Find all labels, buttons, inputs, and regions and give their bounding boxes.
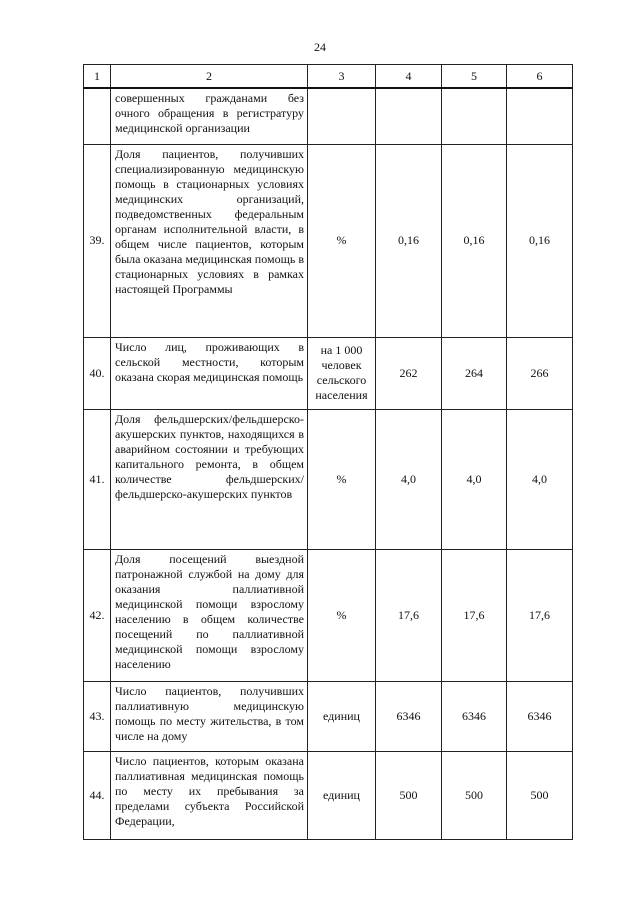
- row-value-4: 17,6: [376, 549, 442, 681]
- row-value-5: [442, 88, 507, 144]
- row-value-5: 17,6: [442, 549, 507, 681]
- table-row: [84, 409, 573, 549]
- table-row: [84, 751, 573, 839]
- row-value-4: 500: [376, 751, 442, 839]
- row-description: Доля посещений выездной патронажной службой на дому для оказания паллиативной медицинской помощи взрослому населению в общем количестве посещений по паллиативной медицинской помощи взрослому населению: [111, 549, 308, 681]
- header-cell: 6: [507, 65, 573, 89]
- row-value-4: 6346: [376, 681, 442, 751]
- row-description: Доля фельдшерских/фельдшерско-акушерских пунктов, находящихся в аварийном состоянии и требующих капитального ремонта, в общем количестве фельдшерских/фельдшерско-акушерских пунктов: [111, 409, 308, 549]
- table-row: [84, 144, 573, 337]
- row-description: Число пациентов, получивших паллиативную медицинскую помощь по месту жительства, в том числе на дому: [111, 681, 308, 751]
- row-description: Число лиц, проживающих в сельской местности, которым оказана скорая медицинская помощь: [111, 337, 308, 409]
- row-value-6: [507, 88, 573, 144]
- row-value-4: 262: [376, 337, 442, 409]
- row-unit: [308, 88, 376, 144]
- row-number: 42.: [84, 549, 111, 681]
- row-value-6: 6346: [507, 681, 573, 751]
- row-value-6: 17,6: [507, 549, 573, 681]
- row-description: совершенных гражданами без очного обращения в регистратуру медицинской организации: [111, 88, 308, 144]
- page-number: 24: [314, 40, 326, 54]
- row-value-5: 4,0: [442, 409, 507, 549]
- row-description: Доля пациентов, получивших специализированную медицинскую помощь в стационарных условиях медицинских организаций, подведомственных федеральным органам исполнительной власти, в общем числе пациентов, которым была оказана медицинская помощь в стационарных условиях в рамках настоящей Программы: [111, 144, 308, 337]
- table-row: [84, 681, 573, 751]
- row-value-6: 500: [507, 751, 573, 839]
- table-header-row: [84, 65, 573, 89]
- table-row: [84, 88, 573, 144]
- row-unit: единиц: [308, 751, 376, 839]
- row-unit: %: [308, 144, 376, 337]
- row-number: [84, 88, 111, 144]
- row-number: 40.: [84, 337, 111, 409]
- row-unit: %: [308, 549, 376, 681]
- row-value-6: 0,16: [507, 144, 573, 337]
- row-number: 41.: [84, 409, 111, 549]
- row-value-6: 266: [507, 337, 573, 409]
- row-value-5: 500: [442, 751, 507, 839]
- header-cell: 5: [442, 65, 507, 89]
- header-cell: 4: [376, 65, 442, 89]
- table-row: [84, 337, 573, 409]
- row-value-4: [376, 88, 442, 144]
- row-description: Число пациентов, которым оказана паллиативная медицинская помощь по месту их пребывания за пределами субъекта Российской Федерации,: [111, 751, 308, 839]
- header-cell: 3: [308, 65, 376, 89]
- row-number: 44.: [84, 751, 111, 839]
- row-unit: на 1 000 человек сельского населения: [308, 337, 376, 409]
- row-value-5: 264: [442, 337, 507, 409]
- indicators-table: [83, 64, 573, 840]
- row-unit: единиц: [308, 681, 376, 751]
- row-unit: %: [308, 409, 376, 549]
- row-number: 39.: [84, 144, 111, 337]
- row-value-5: 0,16: [442, 144, 507, 337]
- row-number: 43.: [84, 681, 111, 751]
- row-value-4: 4,0: [376, 409, 442, 549]
- row-value-5: 6346: [442, 681, 507, 751]
- table-row: [84, 549, 573, 681]
- header-cell: 1: [84, 65, 111, 89]
- row-value-6: 4,0: [507, 409, 573, 549]
- header-cell: 2: [111, 65, 308, 89]
- row-value-4: 0,16: [376, 144, 442, 337]
